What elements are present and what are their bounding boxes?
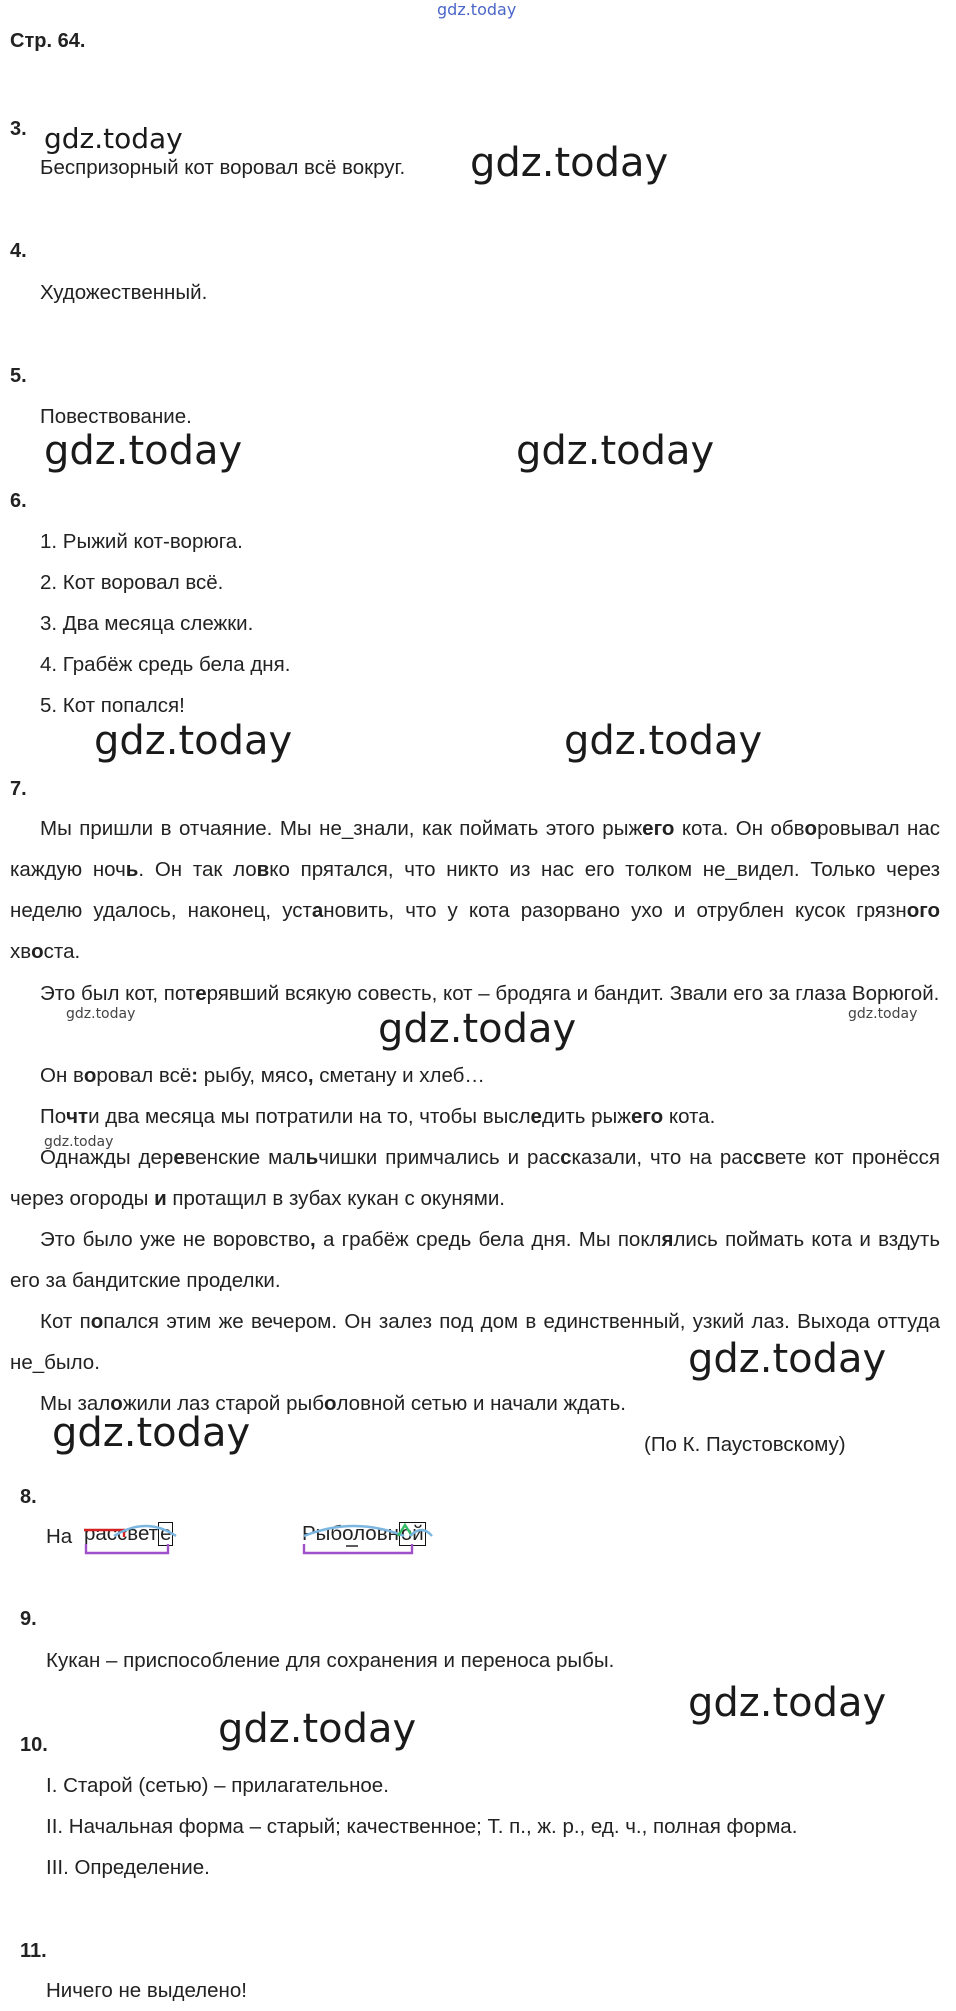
task-7-number: 7. xyxy=(10,778,27,800)
task-4-answer: Художественный. xyxy=(40,281,208,304)
task-10-number: 10. xyxy=(20,1734,48,1756)
task-8-word-2-morpheme-analysis xyxy=(302,1522,426,1546)
task-7-paragraph: Почти два месяца мы потратили на то, чтобы выследить рыжего кота. xyxy=(40,1105,716,1128)
morpheme-marks xyxy=(302,1522,452,1562)
watermark: gdz.today xyxy=(516,428,715,474)
task-8-number: 8. xyxy=(20,1486,37,1508)
word-ending-box: ой xyxy=(400,1522,424,1545)
task-10-item: II. Начальная форма – старый; качественное; Т. п., ж. р., ед. ч., полная форма. xyxy=(46,1815,798,1838)
task-5-number: 5. xyxy=(10,365,27,387)
task-7-paragraph: Он воровал всё: рыбу, мясо, сметану и хлеб… xyxy=(40,1064,485,1087)
task-7-paragraph: Мы пришли в отчаяние. Мы не_знали, как поймать этого рыжего кота. Он обворовывал нас каждую ночь. Он так ловко прятался, что никто из нас его толком не_видел. Только через неделю удалось, наконец, установить, что у кота разорвано ухо и отрублен кусок грязного хвоста. xyxy=(10,817,941,963)
task-7-paragraph: Однажды деревенские мальчишки примчались и рассказали, что на рассвете кот пронёсся через огороды и протащил в зубах кукан с окунями. xyxy=(10,1146,940,1210)
task-7-paragraph: Это был кот, потерявший всякую совесть, кот – бродяга и бандит. Звали его за глаза Ворюгой. xyxy=(40,982,940,1005)
morpheme-marks xyxy=(84,1522,194,1562)
task-6-item: 5. Кот попался! xyxy=(40,694,185,717)
task-5-answer: Повествование. xyxy=(40,405,192,428)
watermark: gdz.today xyxy=(470,140,669,186)
task-7-paragraph: Кот попался этим же вечером. Он залез под дом в единственный, узкий лаз. Выхода оттуда не_было. xyxy=(10,1310,941,1374)
watermark: gdz.today xyxy=(688,1336,887,1382)
watermark: gdz.today xyxy=(66,1006,136,1022)
task-7-paragraph: Мы заложили лаз старой рыболовной сетью и начали ждать. xyxy=(40,1392,626,1415)
watermark: gdz.today xyxy=(378,1006,577,1052)
watermark: gdz.today xyxy=(848,1006,918,1022)
task-9-answer: Кукан – приспособление для сохранения и переноса рыбы. xyxy=(46,1649,615,1672)
word-stem: рассвет xyxy=(84,1522,159,1545)
task-3-number: 3. xyxy=(10,118,27,140)
watermark: gdz.today xyxy=(688,1680,887,1726)
site-watermark-top: gdz.today xyxy=(437,0,517,19)
watermark: gdz.today xyxy=(52,1410,251,1456)
task-10-item: III. Определение. xyxy=(46,1856,210,1879)
stem-bracket xyxy=(86,1544,168,1553)
task-7-source: (По К. Паустовскому) xyxy=(644,1433,846,1456)
task-11-answer: Ничего не выделено! xyxy=(46,1979,247,2002)
watermark: gdz.today xyxy=(218,1706,417,1752)
suffix-mark xyxy=(398,1525,412,1536)
task-6-item: 2. Кот воровал всё. xyxy=(40,571,224,594)
task-11-number: 11. xyxy=(20,1940,47,1962)
task-8-word-1-morpheme-analysis xyxy=(84,1522,173,1546)
task-4-number: 4. xyxy=(10,240,27,262)
task-9-number: 9. xyxy=(20,1608,37,1630)
watermark: gdz.today xyxy=(564,718,763,764)
task-7-paragraph: Это было уже не воровство, а грабёж средь бела дня. Мы поклялись поймать кота и вздуть его за бандитские проделки. xyxy=(10,1228,941,1292)
root-arc xyxy=(304,1526,404,1536)
watermark: gdz.today xyxy=(44,122,183,155)
task-10-item: I. Старой (сетью) – прилагательное. xyxy=(46,1774,389,1797)
task-6-number: 6. xyxy=(10,490,27,512)
task-6-item: 4. Грабёж средь бела дня. xyxy=(40,653,291,676)
watermark: gdz.today xyxy=(94,718,293,764)
page-title: Стр. 64. xyxy=(10,30,86,52)
task-3-answer: Беспризорный кот воровал всё вокруг. xyxy=(40,156,406,179)
watermark: gdz.today xyxy=(44,1134,114,1150)
word-stem: Рыболовн xyxy=(302,1522,399,1545)
word-ending-box: е xyxy=(160,1522,172,1545)
root-arc xyxy=(410,1530,432,1536)
task-6-item: 1. Рыжий кот-ворюга. xyxy=(40,530,243,553)
task-8-preposition: На xyxy=(46,1525,73,1548)
watermark: gdz.today xyxy=(44,428,243,474)
task-6-item: 3. Два месяца слежки. xyxy=(40,612,254,635)
